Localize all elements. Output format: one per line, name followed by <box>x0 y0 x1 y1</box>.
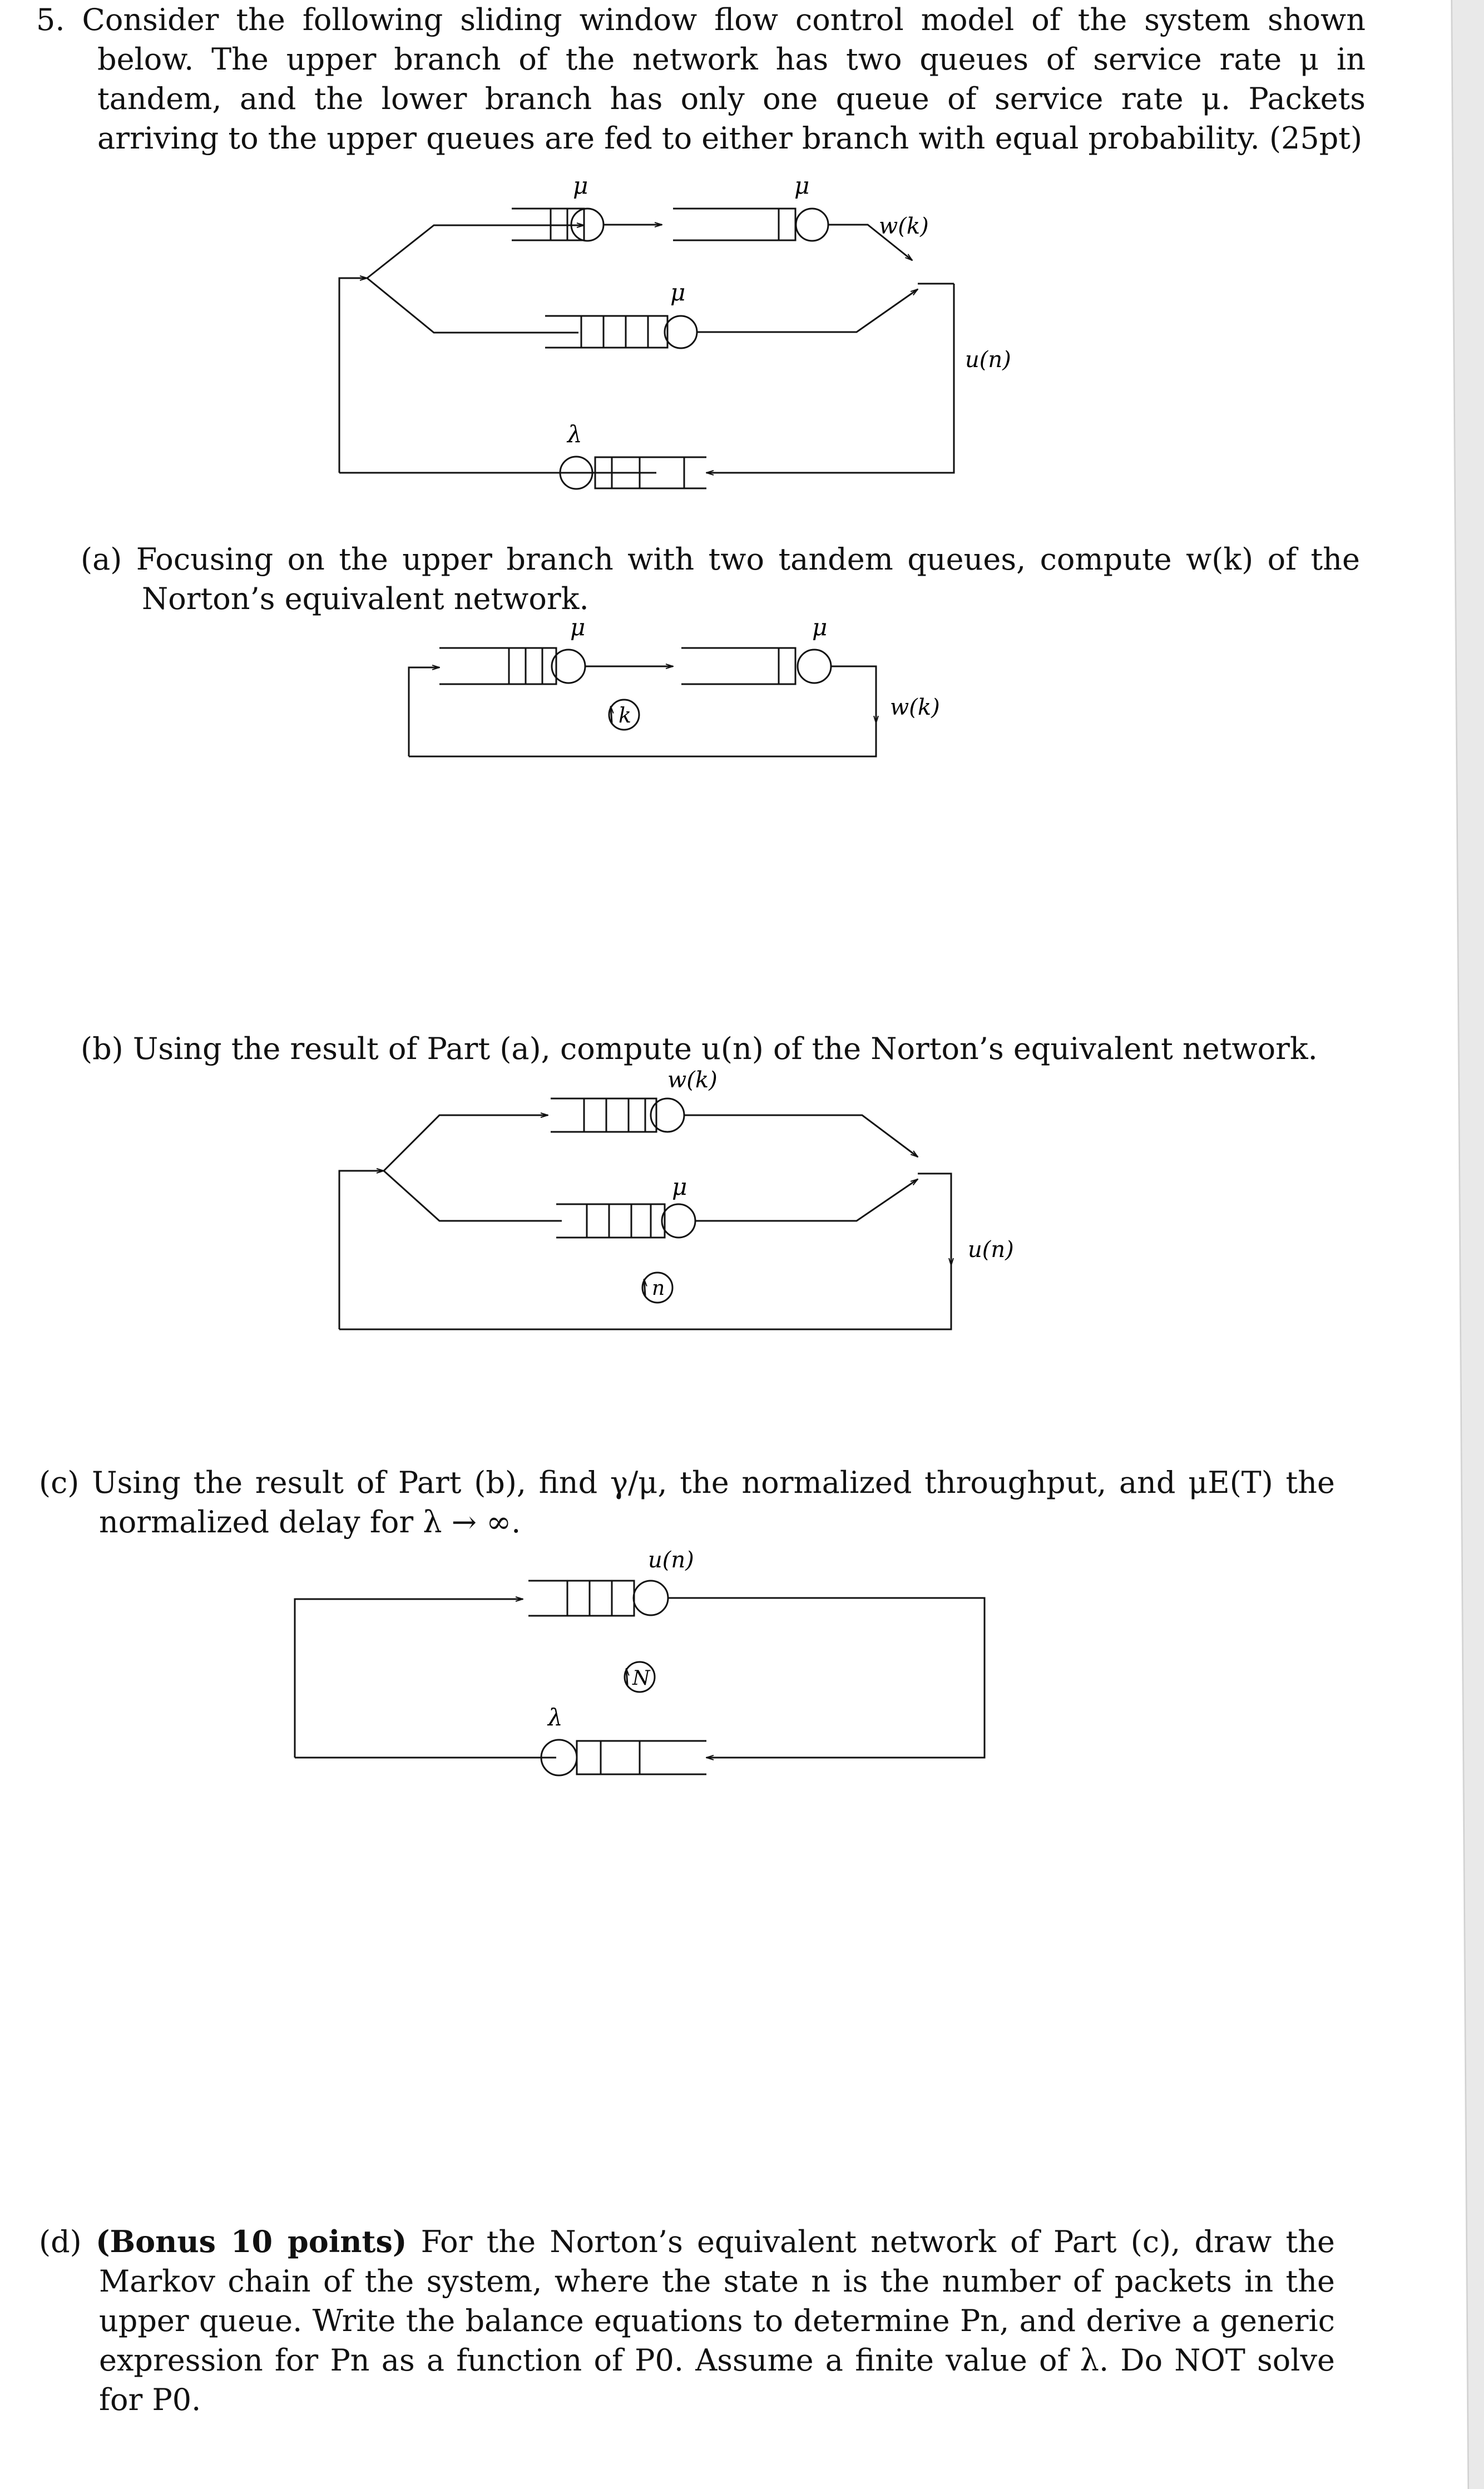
u-n-label: u(n) <box>965 347 1011 373</box>
mu-label-b: μ <box>672 1173 687 1200</box>
part-c <box>39 1463 1335 1542</box>
part-c-label: (c) <box>39 1465 80 1500</box>
part-c-text: Using the result of Part (b), find γ/μ, the normalized throughput, and μE(T) the normalized delay for λ → ∞. <box>92 1465 1335 1540</box>
part-d-text: For the Norton’s equivalent network of Part (c), draw the Markov chain of the system, where the state n is the number of packets in the upper queue. Write the balance equations to determine Pn, and derive a generic expression for Pn as a function of P0. Assume a finite value of λ. Do NOT solve for P0. <box>99 2224 1335 2417</box>
mu-label-lower: μ <box>670 279 686 306</box>
w-k-label: w(k) <box>879 214 929 239</box>
norton-closed-diagram <box>0 1541 1484 1774</box>
mu-label-a1: μ <box>570 613 586 641</box>
mu-label-upper-2: μ <box>794 172 810 199</box>
part-d-label: (d) <box>39 2224 82 2259</box>
mu-label-a2: μ <box>812 613 828 641</box>
part-a-label: (a) <box>81 542 122 577</box>
w-k-label-b: w(k) <box>667 1067 718 1093</box>
part-b-text: Using the result of Part (a), compute u(n) of the Norton’s equivalent network. <box>132 1031 1318 1066</box>
norton-branch-diagram <box>0 1068 1484 1346</box>
mu-label-upper-1: μ <box>573 172 588 199</box>
page-edge-shadow <box>1451 0 1484 2489</box>
n-label: n <box>652 1277 665 1300</box>
problem-intro-text: Consider the following sliding window flow control model of the system shown below. The upper branch of the network has two queues of service rate μ in tandem, and the lower branch has only one queue of service rate μ. Packets arriving to the upper queues are fed to either branch with equal probability. (25pt) <box>82 2 1366 156</box>
problem-intro <box>36 0 1366 158</box>
u-n-label-b: u(n) <box>968 1237 1014 1263</box>
system-diagram <box>0 172 1484 489</box>
lambda-label: λ <box>567 420 582 448</box>
part-a <box>81 540 1360 618</box>
w-k-label-a: w(k) <box>890 695 940 720</box>
problem-number: 5. <box>36 2 65 37</box>
part-b-label: (b) <box>81 1031 123 1066</box>
part-d <box>39 2222 1335 2419</box>
part-a-text: Focusing on the upper branch with two tandem queues, compute w(k) of the Norton’s equivalent network. <box>136 542 1360 616</box>
N-label: N <box>632 1667 650 1690</box>
part-d-bonus: (Bonus 10 points) <box>95 2224 407 2259</box>
part-b <box>81 1029 1360 1068</box>
lambda-label-c: λ <box>548 1704 563 1731</box>
k-label: k <box>619 703 632 728</box>
norton-upper-diagram <box>0 612 1484 768</box>
u-n-label-c: u(n) <box>648 1547 694 1573</box>
